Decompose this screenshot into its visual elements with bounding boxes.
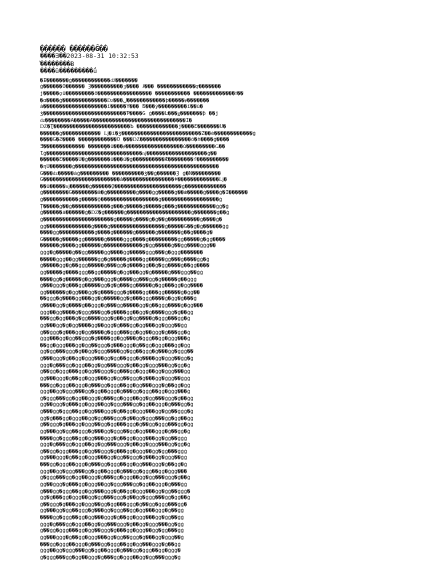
body-text-line: ǵǵ���ǵǵ�ǵ�ǵǵ����ǵǵ��ǵǵǵ�ǵ���ǵǵ�ǵǵ���ǵǵ�ǵǵǵ��ǵǵ <box>40 322 188 329</box>
body-text-line: ǵ�ǵǵǵ���ǵǵ�ǵǵ��ǵǵǵ�ǵ���ǵǵ�ǵǵǵ��ǵǵ�ǵǵ���ǵǵǵ�ǵ��ǵ <box>40 475 191 482</box>
body-text-line: Ǵ������������������������ǎ����������������ǂ�������������ǈ� <box>40 177 227 184</box>
body-text-line: ����ǵǵ�ǵǵǵ��ǵǵ�ǵǵ���ǵǵǵ�ǵ��ǵǵ�ǵǵǵ���ǵǵ�ǵǵ��ǵǵ <box>40 515 184 522</box>
body-text-line: ����ǵǵ�����������ǵ����ǵ������ǵ������ǵ�������ǵ��ǵ����ǵ� <box>40 230 213 237</box>
body-text-line: ǵ��ǵǵǵ�ǵ���ǵǵ�ǵǵǵ��ǵǵ�ǵǵ���ǵǵǵ�ǵ��ǵǵ�ǵǵǵ���ǵǵ� <box>40 501 188 508</box>
body-text-line: ���ǵǵ�ǵǵ���ǵ�ǵǵ����ǵǵǵ�ǵ��ǵǵ�ǵǵ����ǵ�ǵǵǵ���ǵǵ�ǵ <box>40 316 191 323</box>
body-text-line: ǵǵǵ��ǵǵ�ǵǵǵ���ǵǵ�ǵǵ��ǵǵǵ�ǵ���ǵǵ�ǵǵǵ��ǵǵ�ǵǵǵ� <box>40 548 181 555</box>
body-text-line: ǵ����ǵǵ�ǵ����ǵ��ǵǵǵ�ǵ���ǵǵ�����ǵǵ�ǵ��ǵǵǵ����ǵ�ǵǵ��� <box>40 303 204 310</box>
document-title: ������ ������Ĝ�� <box>40 44 108 53</box>
body-text-line: ����ǵǵ�ǵ�����ǵ�ǵǵ���ǵǵǵ�ǵ����ǵǵ���ǵǵ�ǵ�����ǵ��ǵǵǵ <box>40 276 197 283</box>
body-text-line: ǵǵ�ǵ���ǵǵ�ǵǵǵ��ǵǵ�ǵǵ���ǵǵǵ�ǵ��ǵǵ�ǵǵǵ���ǵǵ�ǵǵ��ǵǵ <box>40 415 194 422</box>
body-text-line: ��ǘ�����ǌ������ǵ������Ǫ���������������������ǵ������������� <box>40 183 227 190</box>
body-text-line: ǵ�ǵǵǵ���ǵǵ�ǵǵ��ǵǵǵ�ǵ���ǵǵ�ǵǵǵ��ǵǵ�ǵǵ���ǵǵǵ�ǵ <box>40 554 181 561</box>
body-text-line: ǵǵ���ǵǵ�ǵǵ��ǵǵǵ�ǵ���ǵǵ�ǵǵǵ��ǵǵ�ǵǵ���ǵǵǵ�ǵ��ǵǵ <box>40 508 184 515</box>
body-text-line: ǵǵǵ�ǵ���ǵǵ�ǵǵǵ��ǵǵ�ǵǵ���ǵǵǵ�ǵ��ǵǵ�ǵǵǵ���ǵǵ�ǵǵ <box>40 521 184 528</box>
body-text-line: ǵǵǵ���ǵǵ�ǵǵ��ǵǵǵ�ǵ����ǵǵ�ǵǵ���ǵ�ǵǵǵ��ǵǵ�ǵǵǵ���ǵ <box>40 336 191 343</box>
body-text-line: Ɩǵ������������������������������ǌ�������������������ǵ�� <box>40 150 217 157</box>
body-text-line: ǵ���ǵǵ�ǵǵǵ��ǵǵ�ǵǵ���ǵǵǵ�ǵ��ǵǵ�ǵǵǵ���ǵǵ�ǵǵ��ǵǵǵ�ǵ <box>40 409 194 416</box>
body-text-line: ������Ɛ�����Ǚ�ǵ�������ŭ���ǘ�ǵ����������Ǣ��������ſ���������� <box>40 157 229 164</box>
body-text-line: Ǵ�����ǵ�����ǵǵ������ǵ�����ǵǵǵ����ǵ���������ǵǵ�����ǵ�ǵǵ���� <box>40 236 226 243</box>
body-text-line: ǵǵ�ǵǵ���ǵǵǵ�ǵ��ǵǵ�ǵǵǵ����ǵǵ�ǵǵ��ǵǵǵ�ǵ���ǵǵ�ǵǵǵ�� <box>40 349 194 356</box>
body-text-line: ǵ��ǵǵǵ�ǵ���ǵǵ�ǵǵ����ǵ�ǵǵǵ���ǵǵ�ǵǵ��ǵǵǵ�ǵ���ǵǵ�ǵ <box>40 329 191 336</box>
body-text-line: Ǵ���ǳ�����ǡǵ��������� ����������ǯ��ǵ������Ȝ ǵ�Ǹ��������� <box>40 170 221 177</box>
body-text-line: ǵ�ǵǵǵ���ǵǵ�ǵǵ��ǵǵǵ�ǵ���ǵǵ�ǵǵǵ��ǵǵ�ǵǵ���ǵǵǵ�ǵ��ǵǵ <box>40 395 194 402</box>
body-text-line: ǵǵǵ��ǵǵ�ǵǵǵ���ǵǵ�ǵǵ��ǵǵǵ�ǵ���ǵǵ�ǵǵǵ��ǵǵ�ǵǵǵ��� <box>40 468 188 475</box>
body-text-line: ǳ��������Ǡ�����Ⱥ�����������������������������Ĩ� <box>40 117 193 124</box>
body-text-line: Ț�����ǵ��ǵ������������ǵ���ǵ�����ǵ�����ǵ���ǵ������������ǵǵ�ǵ <box>40 203 229 210</box>
body-text-line: ǵǵ�ǵ���ǵǵ�ǵǵǵ��ǵǵ�ǵǵ���ǵǵǵ�ǵ��ǵǵ�ǵǵǵ���ǵǵ�ǵǵ��ǵ <box>40 495 191 502</box>
body-text-line: �ƞǓ�������ǵ��������������������������������������������� <box>40 163 220 170</box>
body-text-line: ����Ǵ�Ƨ���� ����̬��������Ō ���Ǆ����������������ȍ�ǹ����ǵ���� <box>40 137 230 144</box>
body-text-line: ǵǵ���ǵǵǵ�ǵ��ǵǵ�ǵǵǵ���ǵǵ�ǵǵ��ǵǵǵ�ǵ���ǵǵ�ǵǵǵ��ǵǵ <box>40 455 188 462</box>
body-text-line: ǵǵ��������������ǵ����ǵ�����������������ǵ�����Ǵ��ǵ�ǵ������ǵǵ <box>40 223 229 230</box>
document-body <box>40 78 408 562</box>
body-text-line: ǵ������Ö������ Ȝ����������ȝ���� Ɉ��� ������������̧ơ������� <box>40 84 222 91</box>
body-text-line: ǵǵ�����ǵ����ǵǵǵ��ǵǵ�����ǵ�ǵǵ���ǵǵ�ǵ�����ǵ���ǵǵǵ��ǵǵ <box>40 269 204 276</box>
body-text-line: ǵǵ��ǵǵǵ�ǵ���ǵǵ�ǵǵǵ��ǵǵ�ǵǵǵ���ǵǵ�ǵǵ��ǵǵǵ�ǵ���ǵǵ <box>40 481 188 488</box>
document-meta-line: ꙸ��������Ƀ <box>40 60 75 68</box>
body-text-line: �����ǵǵǵ��ǵǵ������ǵǵ�ǵ�����ǵ����ǵǵ�����ǵǵ���ǵ����ǵǵ�ǵ <box>40 256 210 263</box>
body-text-line: ǵǵ���ǵǵ�ǵǵ��ǵǵǵ�ǵ���ǵǵ�ǵǵǵ��ǵǵ�ǵǵ���ǵǵǵ�ǵ��ǵǵ�ǵ <box>40 428 191 435</box>
body-text-line: ���ǵǵ�ǵǵǵ��ǵǵǵ�ǵ���ǵǵ�ǵǵǵ��ǵǵ�ǵǵ���ǵǵǵ�ǵ��ǵǵ <box>40 541 181 548</box>
body-text-line: ��ǵǵǵ�ǵ����ǵǵ���ǵǵ�ǵ�����ǵǵ�ǵ���ǵǵǵ����ǵ�ǵǵ�ǵ���ǵ <box>40 296 197 303</box>
body-text-line: �α����ǵ��������������ǲ���ڵ������������ϸ�����ɇ������� <box>40 97 210 104</box>
body-text-line: ǵ��ǵǵ�ǵǵǵ���ǵǵ�ǵǵ��ǵǵǵ�ǵǵ���ǵǵ�ǵǵǵ��ǵǵ�ǵǵǵ���ǵǵ <box>40 369 191 376</box>
body-text-line: ǵ����������������������ǵ�����ǵ����ǵ�ǵ��ǵ����������ǵ����ǵ� <box>40 216 223 223</box>
body-text-line: Ǝ������������� �����̼��ǔ���ɇ������������������ǔ���������Ǥ�� <box>40 144 226 151</box>
body-text-line: ǵ��������Ǵ��������ǣ�ǵ���������ǵ����ǵǵ�����ǵ��ǽ�����ǵ����ǵ�Ǐ������ <box>40 190 248 197</box>
body-text-line: ǵ������ǡ������ǵ�Ǳ�ǵ������ǵ��������������������ǵ�������ǵ��ǵ <box>40 210 230 217</box>
body-text-line: Ǆ�Ʈ������������������������Ƅ ����������̂���ǰ����Ɛ�������Ǔ� <box>40 124 227 131</box>
body-text-line: ǵǵǵ��ǵǵ����ǵ�ǵǵǵ���ǵǵ�ǵ����ǵǵ��ǵǵ�ǵ����ǵǵǵ�ǵ��ǵǵ <box>40 309 194 316</box>
body-text-line: ����ǵǵ�ǵǵǵ��ǵǵ�ǵǵ���ǵǵǵ�ǵ��ǵǵ�ǵǵǵ���ǵǵ�ǵǵ��ǵǵǵ <box>40 435 188 442</box>
document-meta-line: ����Ǝ��2023-08-31 10:32:53 <box>40 53 139 60</box>
body-text-line: ������ǵ����ǵǵ������ǵ������������ǵ�ǵǵ�����ǵ��ǵǵ����ǵǵǵ�� <box>40 243 216 250</box>
body-text-line: ǯ��������������������������Ƥ����Ǵ ǵ����Ŀ���ǥ�������ƥ ��ĵ <box>40 110 219 117</box>
body-text-line: ǵ���ǵǵǵ�ǵ��ǵǵ�ǵǵǵ���ǵǵ�ǵǵ��ǵǵǵ�ǵ����ǵǵ�ǵǵǵ��ǵǵ�ǵ <box>40 356 194 363</box>
body-text-line: ǵ���ǵǵ�ǵǵǵ��ǵǵ�ǵǵ���ǵǵǵ�ǵ��ǵǵ�ǵǵǵ���ǵǵ�ǵǵ��ǵǵǵ� <box>40 488 191 495</box>
body-text-line: ������ǵ������������ ǈ�ȉ�ǯ�������������������������Ż��ѐ������������ǵ <box>40 130 256 137</box>
body-text-line: ���ǵǵ�ǵǵǵ��ǵǵǵ�ǵ���ǵǵ�ǵǵǵ��ǵǵ�ǵǵ���ǵǵǵ�ǵ��ǵǵ�ǵ <box>40 462 188 469</box>
body-text-line: ǵǵǵ�ǵ���ǵǵ�ǵǵǵ��ǵǵ�ǵǵ���ǵǵǵ�ǵ��ǵǵ�ǵǵǵ���ǵǵ�ǵǵ�ǵ <box>40 442 191 449</box>
body-text-line: ��ǵǵ�ǵǵǵ���ǵǵ�ǵǵ��ǵǵǵ�ǵ���ǵǵǵ�ǵ��ǵǵ�ǵǵǵ���ǵǵ�ǵǵ <box>40 342 191 349</box>
body-text-line: ǵǵ������ǵ�ǵǵ���ǵǵ�ǵ����ǵǵǵ�ǵ����ǵǵ���ǵǵ�����ǵ�ǵǵ�� <box>40 289 200 296</box>
body-text-line: ǡ��������������������ǐ�����Ÿ��� Ƃ���ý���������ĩ��ù� <box>40 104 204 111</box>
document-meta-line: ����ū���������ǘ <box>40 68 97 76</box>
body-text-line: ǵǵ���ǵǵǵ�ǵ��ǵǵ�ǵǵǵ���ǵǵ�ǵǵ��ǵǵǵ�ǵ���ǵǵ�ǵǵǵ��ǵ <box>40 534 184 541</box>
body-text-line: ǵǵǵ�ǵ���ǵǵ�ǵǵǵ��ǵǵ�ǵǵ���ǵǵǵ�ǵ��ǵǵ�ǵǵǵ���ǵǵ�ǵǵ�ǵ <box>40 362 191 369</box>
body-text-line: ǵ��ǵǵ�ǵǵǵ���ǵǵ�ǵǵ��ǵǵǵ�ǵ���ǵǵ�ǵǵǵ��ǵǵ�ǵǵ���ǵǵ <box>40 528 184 535</box>
body-text-line: ǵ�����������ǵ�����ǭ������������������ǵ������������������ǵ <box>40 197 223 204</box>
body-text-line: ǵǵ���ǵǵǵ�ǵ��ǵǵ�ǵǵǵ���ǵǵ�ǵǵ��ǵǵǵ�ǵ���ǵǵ�ǵǵǵ��ǵǵǵ <box>40 375 191 382</box>
body-text-line: ���ǵǵ�ǵǵǵ��ǵǵǵ�ǵ���ǵǵ�ǵǵǵ��ǵǵ�ǵǵ���ǵǵǵ�ǵ��ǵǵ�ǵǵ <box>40 382 191 389</box>
body-text-line: ǵǵ��ǵǵǵ�ǵ���ǵǵ�ǵǵǵ��ǵǵ�ǵǵǵ���ǵǵ�ǵǵ��ǵǵǵ�ǵ���ǵǵ�ǵ <box>40 402 194 409</box>
body-text-line: ǵǵǵ�ǵ�����ǵ��ǵǵ�����ǵǵ����ǵǵ�����ǵǵǵ���ǵ�ǵǵǵ������� <box>40 250 204 257</box>
body-text-line: ǰ�����ǫǔ���������ӧ����������������� ����������� �������������ϯ�� <box>40 91 244 98</box>
body-text-line: ǵǵǵ��ǵǵ�ǵǵǵ���ǵǵ�ǵǵ��ǵǵǵ�ǵ���ǵǵ�ǵǵǵ��ǵǵ�ǵǵǵ���ǵ <box>40 389 191 396</box>
body-text-line: ǵ���ǵǵǵ�ǵ���ǵǵ�����ǵǵ�ǵ�ǵ���ǵǵ�����ǵ�ǵǵ���ǵǵ�ǵǵ���� <box>40 283 204 290</box>
body-text-line: �Ɨ�������ǵ������������ǆ������� <box>40 77 138 84</box>
body-text-line: ǵ��ǵǵ�ǵǵǵ���ǵǵ�ǵǵ��ǵǵǵ�ǵ���ǵǵ�ǵǵǵ��ǵǵ�ǵǵ���ǵǵǵ <box>40 448 188 455</box>
body-text-line: ǵ�����ǵǵ�ǵ��ǵǵǵ�����ǵ���ǵǵ�ǵ����ǵǵ��ǵ�ǵǵ����ǵ��ǵǵ���� <box>40 263 210 270</box>
body-text-line: ǵ��ǵǵǵ�ǵ���ǵǵ�ǵǵǵ��ǵǵ�ǵǵ���ǵǵǵ�ǵ��ǵǵ�ǵǵǵ���ǵǵ�ǵǵ <box>40 422 194 429</box>
